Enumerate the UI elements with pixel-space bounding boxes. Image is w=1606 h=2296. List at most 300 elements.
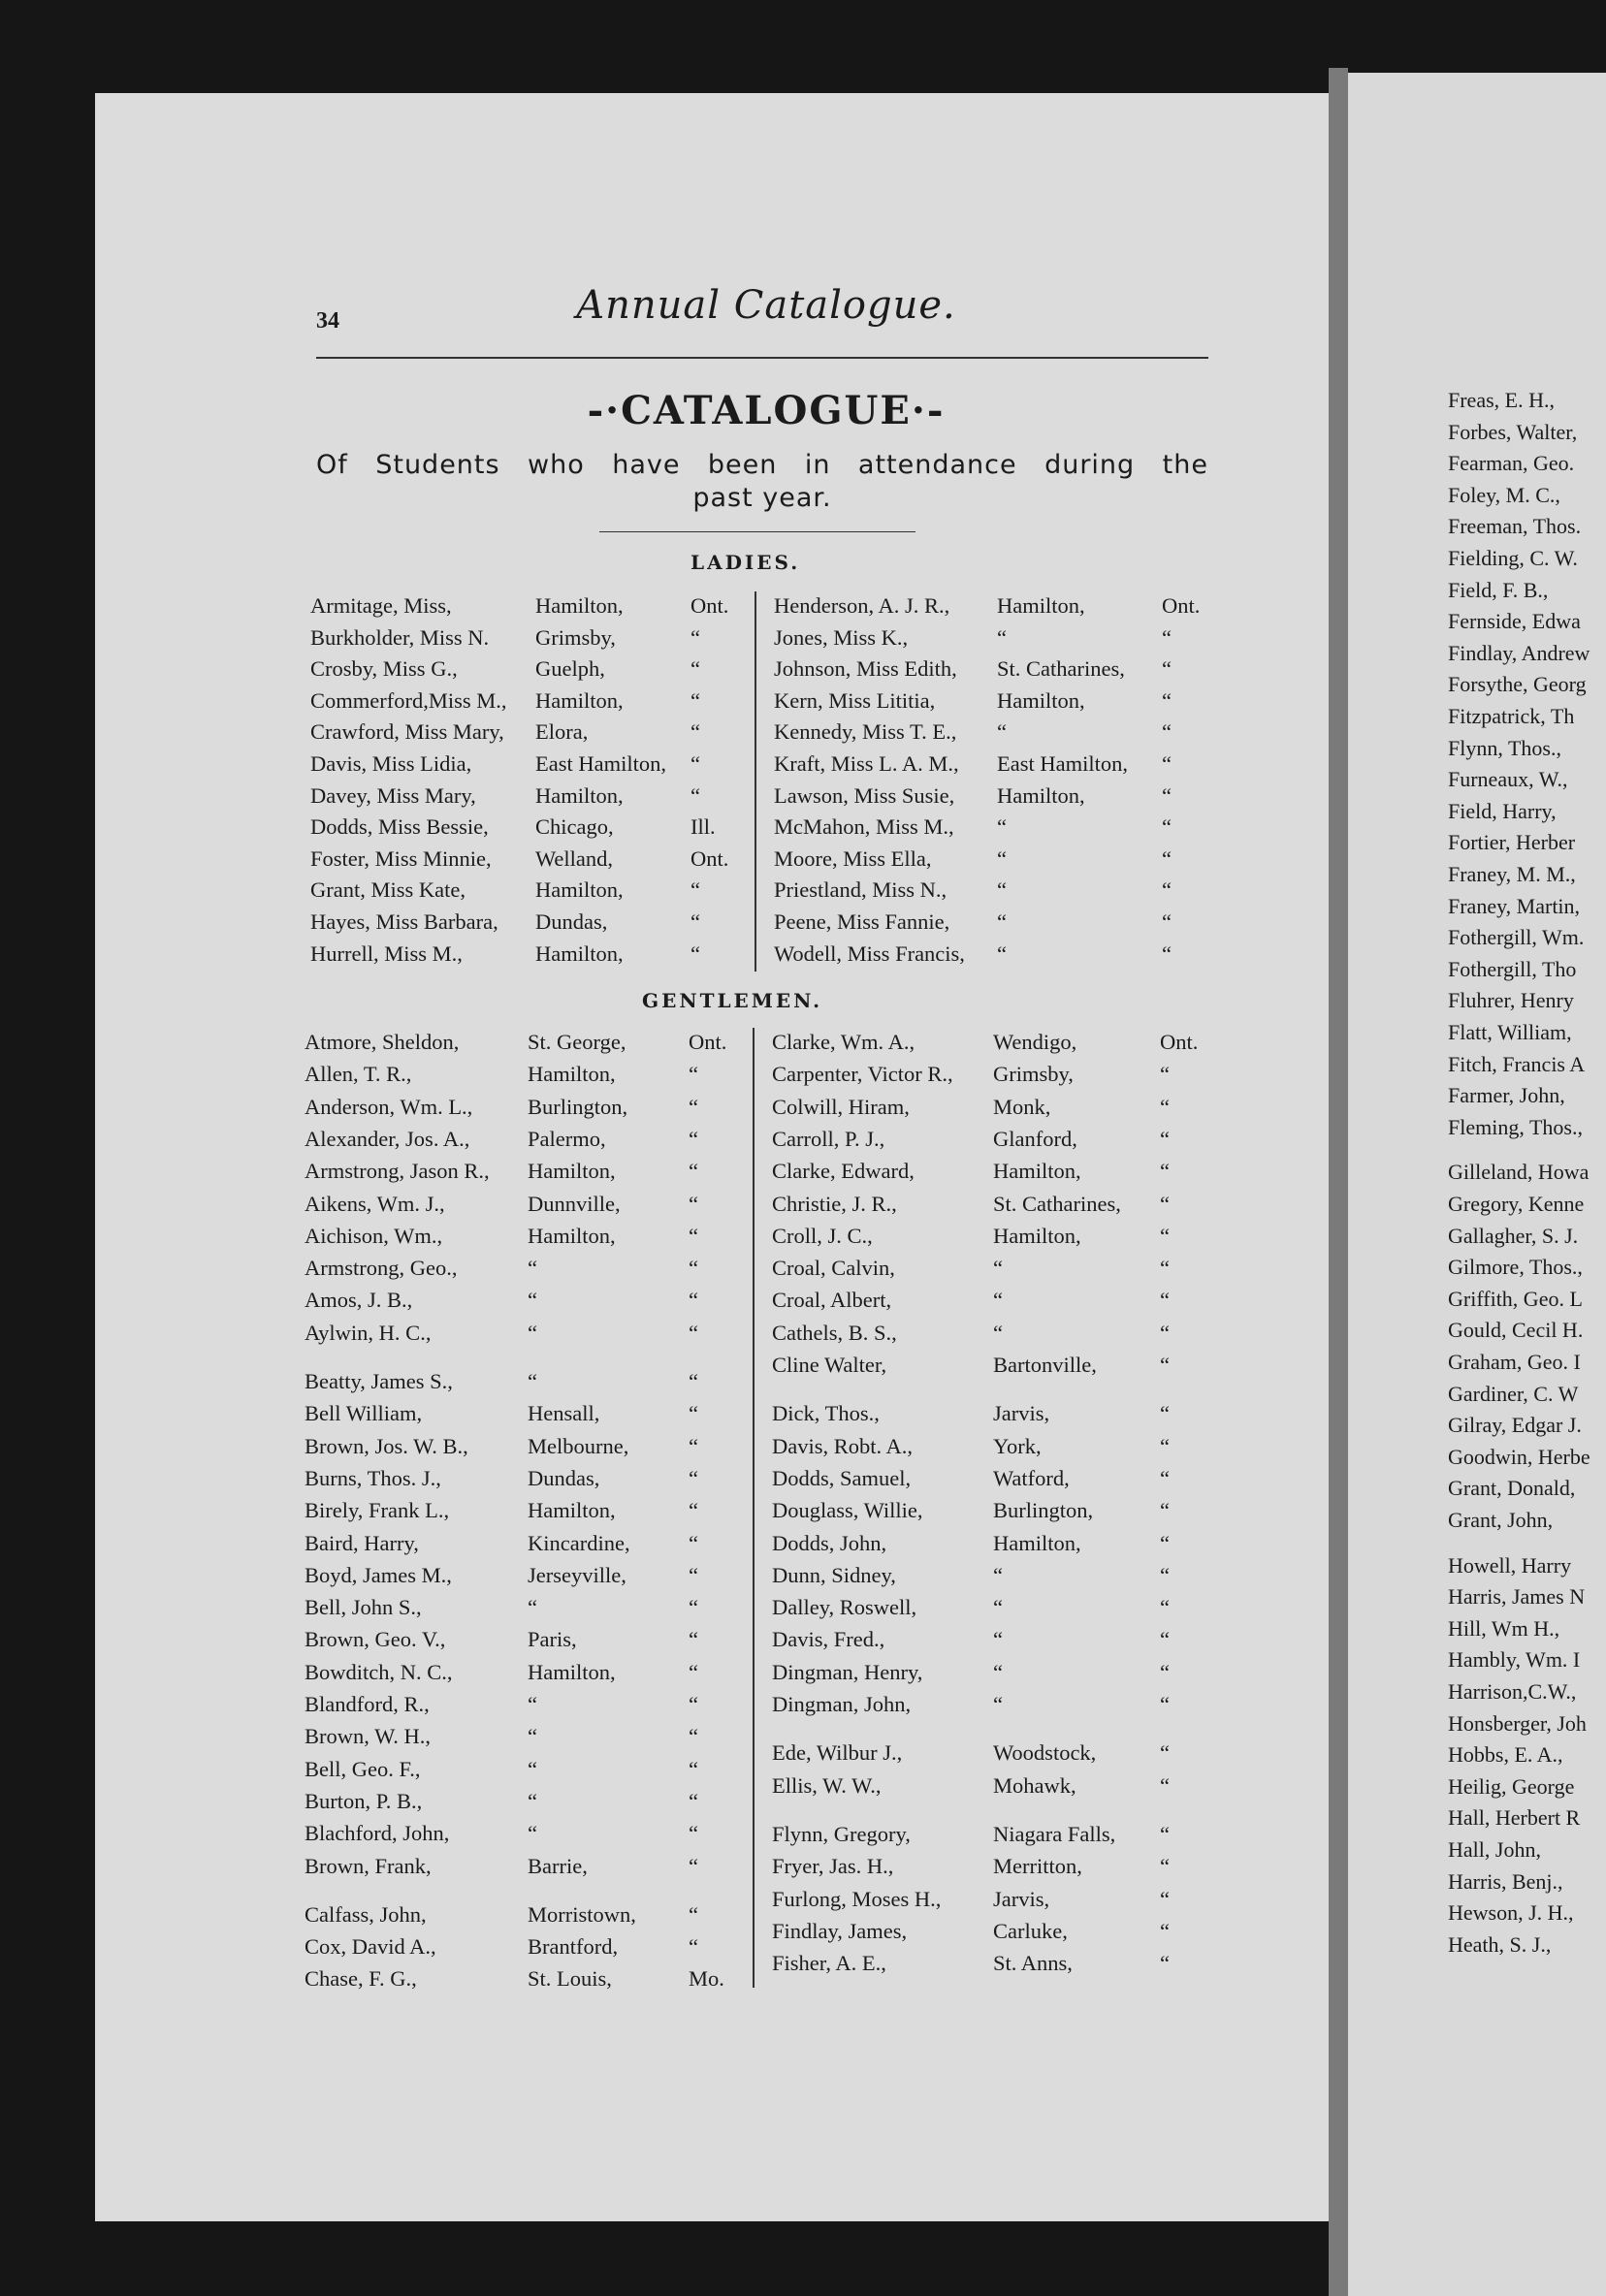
list-item	[305, 1030, 727, 1061]
list-item	[305, 1757, 727, 1788]
entry-prov: “	[1160, 1320, 1170, 1345]
next-page-entry: Fearman, Geo.	[1448, 451, 1575, 476]
entry-prov: “	[689, 1465, 698, 1490]
entry-prov: “	[1160, 1692, 1170, 1716]
entry-prov: “	[1160, 1530, 1170, 1555]
next-page-entry: Farmer, John,	[1448, 1083, 1565, 1108]
entry-name: Davis, Fred.,	[772, 1627, 885, 1652]
entry-name: Dodds, Miss Bessie,	[310, 814, 489, 840]
entry-prov: “	[689, 1320, 698, 1345]
entry-prov: Ont.	[691, 845, 729, 871]
entry-city: Hamilton,	[997, 593, 1085, 618]
entry-prov: “	[689, 1126, 698, 1151]
entry-name: Carpenter, Victor R.,	[772, 1062, 953, 1087]
ladies-column-divider	[755, 591, 756, 972]
entry-name: Bell, John S.,	[305, 1595, 422, 1620]
entry-city: Hamilton,	[535, 877, 624, 903]
entry-name: Blandford, R.,	[305, 1692, 430, 1716]
entry-prov: “	[691, 656, 700, 682]
subtitle-word: Students	[375, 450, 500, 480]
entry-name: Findlay, James,	[772, 1918, 908, 1943]
entry-city: Watford,	[993, 1465, 1070, 1490]
list-item	[772, 1353, 1199, 1384]
entry-city: “	[993, 1692, 1003, 1716]
list-item	[772, 1288, 1199, 1319]
list-item	[305, 1660, 727, 1691]
list-item	[772, 1401, 1199, 1432]
list-item	[772, 1660, 1199, 1691]
entry-city: Hamilton,	[528, 1659, 616, 1684]
next-page-entry: Fluhrer, Henry	[1448, 988, 1574, 1013]
entry-city: Guelph,	[535, 656, 605, 682]
entry-prov: “	[1160, 1126, 1170, 1151]
entry-city: Hamilton,	[535, 941, 624, 966]
entry-city: St. Anns,	[993, 1951, 1073, 1976]
list-item	[310, 656, 729, 687]
entry-city: Jarvis,	[993, 1886, 1050, 1911]
entry-prov: “	[689, 1369, 698, 1393]
list-item	[772, 1159, 1199, 1190]
entry-name: Kraft, Miss L. A. M.,	[774, 751, 959, 776]
entry-name: Foster, Miss Minnie,	[310, 845, 492, 871]
list-item	[305, 1256, 727, 1287]
entry-name: Brown, W. H.,	[305, 1724, 432, 1749]
entry-name: Blachford, John,	[305, 1821, 450, 1846]
entry-city: Hamilton,	[528, 1062, 616, 1087]
entry-name: Flynn, Gregory,	[772, 1821, 911, 1846]
entry-name: Dodds, John,	[772, 1530, 887, 1555]
entry-city: “	[528, 1756, 537, 1781]
entry-prov: “	[689, 1724, 698, 1749]
entry-prov: “	[689, 1530, 698, 1555]
entry-city: St. Louis,	[528, 1966, 612, 1992]
subtitle-line-2: past year.	[692, 483, 832, 513]
list-item	[305, 1159, 727, 1190]
entry-name: Baird, Harry,	[305, 1530, 419, 1555]
entry-prov: “	[1160, 1918, 1170, 1943]
next-page-entry: Heilig, George	[1448, 1773, 1575, 1799]
entry-city: “	[997, 909, 1007, 934]
list-item	[305, 1127, 727, 1158]
next-page-entry: Fernside, Edwa	[1448, 609, 1581, 634]
next-page-entry: Furneaux, W.,	[1448, 767, 1568, 792]
entry-name: Cox, David A.,	[305, 1934, 436, 1960]
ornament-left: -·	[587, 388, 622, 433]
entry-name: Davey, Miss Mary,	[310, 782, 476, 808]
next-page-entry: Gregory, Kenne	[1448, 1192, 1585, 1216]
catalogue-title: -·CATALOGUE·-	[587, 388, 946, 433]
entry-prov: “	[1160, 1223, 1170, 1248]
entry-name: Croal, Albert,	[772, 1288, 892, 1313]
entry-city: York,	[993, 1433, 1042, 1458]
next-page-entry: Graham, Geo. I	[1448, 1350, 1581, 1374]
entry-prov: “	[689, 1223, 698, 1248]
entry-city: “	[528, 1256, 537, 1281]
entry-city: “	[997, 814, 1007, 840]
entry-city: “	[528, 1692, 537, 1716]
entry-name: Calfass, John,	[305, 1901, 427, 1927]
next-page-entry: Fothergill, Tho	[1448, 956, 1577, 981]
entry-name: Carroll, P. J.,	[772, 1126, 885, 1151]
next-page-entry: Gallagher, S. J.	[1448, 1223, 1579, 1248]
entry-city: “	[997, 845, 1007, 871]
entry-name: Clarke, Edward,	[772, 1159, 915, 1184]
entry-city: Grimsby,	[993, 1062, 1074, 1087]
entry-name: Aichison, Wm.,	[305, 1223, 443, 1248]
next-page-entry: Hambly, Wm. I	[1448, 1647, 1581, 1673]
next-page-entry: Hall, Herbert R	[1448, 1805, 1581, 1831]
entry-city: Monk,	[993, 1094, 1051, 1119]
list-item	[310, 846, 729, 877]
subtitle-line-1	[316, 450, 1208, 480]
entry-name: Armitage, Miss,	[310, 593, 452, 618]
entry-name: Moore, Miss Ella,	[774, 845, 932, 871]
next-page-entry: Flynn, Thos.,	[1448, 735, 1561, 760]
page-number: 34	[316, 308, 339, 334]
entry-city: “	[528, 1724, 537, 1749]
next-page-entry: Gardiner, C. W	[1448, 1381, 1579, 1406]
entry-city: Hamilton,	[993, 1159, 1081, 1184]
entry-city: “	[528, 1788, 537, 1813]
entry-prov: “	[689, 1853, 698, 1878]
list-item	[305, 1531, 727, 1562]
next-page-entry: Field, F. B.,	[1448, 577, 1549, 602]
list-item	[772, 1224, 1199, 1255]
entry-city: Dundas,	[535, 909, 608, 934]
entry-city: Hamilton,	[535, 593, 624, 618]
next-page-entry: Freeman, Thos.	[1448, 514, 1582, 539]
entry-prov: “	[689, 1288, 698, 1313]
list-item	[772, 1887, 1199, 1918]
entry-prov: “	[1162, 782, 1172, 808]
entry-city: Merritton,	[993, 1854, 1082, 1879]
entry-prov: “	[1160, 1854, 1170, 1879]
list-item	[772, 1563, 1199, 1594]
entry-name: Burton, P. B.,	[305, 1788, 423, 1813]
list-item	[305, 1789, 727, 1820]
entry-name: Hurrell, Miss M.,	[310, 941, 463, 966]
entry-prov: “	[1160, 1627, 1170, 1652]
list-item	[310, 783, 729, 814]
entry-prov: “	[691, 624, 700, 650]
next-page-entry: Forsythe, Georg	[1448, 672, 1587, 697]
entry-prov: “	[1160, 1288, 1170, 1313]
entry-name: Boyd, James M.,	[305, 1562, 452, 1587]
list-item	[305, 1934, 727, 1965]
list-item	[772, 1256, 1199, 1287]
entry-prov: “	[689, 1191, 698, 1216]
subtitle-word: the	[1162, 450, 1208, 480]
entry-city: “	[993, 1320, 1003, 1345]
list-item	[772, 1951, 1199, 1982]
entry-name: Chase, F. G.,	[305, 1966, 417, 1992]
entry-city: Burlington,	[528, 1094, 628, 1119]
list-item	[310, 909, 729, 941]
entry-city: “	[993, 1627, 1003, 1652]
entry-name: Jones, Miss K.,	[774, 624, 909, 650]
entry-prov: “	[691, 687, 700, 713]
entry-city: Chicago,	[535, 814, 614, 840]
entry-name: Armstrong, Jason R.,	[305, 1159, 490, 1184]
subtitle-word: have	[612, 450, 681, 480]
entry-prov: “	[1160, 1433, 1170, 1458]
entry-city: “	[528, 1320, 537, 1345]
subtitle-word: in	[804, 450, 831, 480]
entry-prov: “	[1162, 814, 1172, 840]
entry-city: Burlington,	[993, 1498, 1094, 1523]
list-item	[774, 783, 1201, 814]
next-page-entry: Hall, John,	[1448, 1837, 1541, 1862]
next-page-entry: Grant, John,	[1448, 1508, 1554, 1532]
entry-name: Henderson, A. J. R.,	[774, 593, 950, 618]
entry-name: Beatty, James S.,	[305, 1369, 453, 1393]
list-item	[310, 877, 729, 909]
list-item	[305, 1369, 727, 1400]
entry-prov: “	[689, 1433, 698, 1458]
list-item	[772, 1854, 1199, 1885]
entry-name: Dodds, Samuel,	[772, 1465, 912, 1490]
entry-city: “	[528, 1288, 537, 1313]
list-item	[305, 1466, 727, 1497]
next-page-entry: Goodwin, Herbe	[1448, 1444, 1590, 1469]
entry-city: Hamilton,	[528, 1498, 616, 1523]
entry-city: Kincardine,	[528, 1530, 630, 1555]
list-item	[310, 941, 729, 973]
next-page-entry: Hobbs, E. A.,	[1448, 1742, 1563, 1768]
next-page-entry: Fitzpatrick, Th	[1448, 704, 1575, 728]
entry-city: East Hamilton,	[997, 751, 1128, 776]
entry-prov: “	[1160, 1886, 1170, 1911]
entry-name: Bowditch, N. C.,	[305, 1659, 453, 1684]
entry-city: Jarvis,	[993, 1401, 1050, 1426]
next-page-entry: Gilray, Edgar J.	[1448, 1413, 1582, 1438]
entry-name: Bell William,	[305, 1401, 423, 1426]
entry-prov: “	[689, 1692, 698, 1716]
entry-city: Elora,	[535, 719, 589, 745]
entry-prov: “	[1160, 1191, 1170, 1216]
next-page-entry: Gould, Cecil H.	[1448, 1318, 1584, 1343]
next-page-entry: Harris, James N	[1448, 1584, 1586, 1610]
entry-city: Mohawk,	[993, 1772, 1076, 1798]
list-item	[310, 593, 729, 624]
entry-prov: “	[1160, 1772, 1170, 1798]
entry-city: Woodstock,	[993, 1740, 1097, 1766]
entry-name: Johnson, Miss Edith,	[774, 656, 957, 682]
entry-city: Hamilton,	[993, 1223, 1081, 1248]
entry-city: “	[993, 1562, 1003, 1587]
list-item	[774, 719, 1201, 750]
entry-prov: “	[1162, 719, 1172, 745]
entry-prov: “	[1160, 1659, 1170, 1684]
entry-city: “	[528, 1821, 537, 1846]
entry-name: Kennedy, Miss T. E.,	[774, 719, 957, 745]
entry-prov: “	[1162, 751, 1172, 776]
entry-name: Lawson, Miss Susie,	[774, 782, 955, 808]
next-page-entry: Findlay, Andrew	[1448, 640, 1590, 665]
entry-prov: “	[691, 941, 700, 966]
next-page-entry: Flatt, William,	[1448, 1020, 1572, 1044]
entry-city: Barrie,	[528, 1853, 588, 1878]
ornament-right: ·-	[911, 388, 946, 433]
entry-prov: Ont.	[689, 1030, 727, 1054]
subtitle-word: been	[707, 450, 778, 480]
entry-city: Welland,	[535, 845, 614, 871]
entry-name: Ede, Wilbur J.,	[772, 1740, 903, 1766]
entry-prov: “	[1160, 1256, 1170, 1281]
entry-city: “	[997, 624, 1007, 650]
list-item	[772, 1531, 1199, 1562]
entry-prov: “	[1162, 845, 1172, 871]
next-page-entry: Honsberger, Joh	[1448, 1710, 1587, 1736]
entry-city: “	[993, 1256, 1003, 1281]
subtitle-word: during	[1044, 450, 1136, 480]
next-page-entry: Fothergill, Wm.	[1448, 925, 1585, 950]
entry-city: “	[528, 1369, 537, 1393]
entry-name: Crosby, Miss G.,	[310, 656, 458, 682]
list-item	[774, 751, 1201, 782]
list-item	[305, 1062, 727, 1093]
list-item	[305, 1966, 727, 1997]
entry-prov: “	[689, 1562, 698, 1587]
entry-name: Anderson, Wm. L.,	[305, 1094, 473, 1119]
entry-name: Priestland, Miss N.,	[774, 877, 948, 903]
entry-name: Grant, Miss Kate,	[310, 877, 466, 903]
next-page-entry: Grant, Donald,	[1448, 1476, 1576, 1501]
entry-name: Douglass, Willie,	[772, 1498, 923, 1523]
entry-prov: “	[1160, 1159, 1170, 1184]
list-item	[305, 1224, 727, 1255]
list-item	[774, 877, 1201, 909]
entry-name: Dingman, Henry,	[772, 1659, 923, 1684]
entry-prov: “	[1160, 1951, 1170, 1976]
next-page-entry: Howell, Harry	[1448, 1552, 1572, 1578]
entry-city: “	[997, 719, 1007, 745]
entry-city: Paris,	[528, 1627, 577, 1652]
entry-name: Alexander, Jos. A.,	[305, 1126, 470, 1151]
entry-name: Croll, J. C.,	[772, 1223, 873, 1248]
entry-city: “	[528, 1595, 537, 1620]
entry-city: “	[997, 877, 1007, 903]
entry-prov: “	[689, 1934, 698, 1960]
next-page-entry: Gilmore, Thos.,	[1448, 1255, 1583, 1280]
entry-prov: “	[689, 1159, 698, 1184]
entry-city: Hamilton,	[528, 1159, 616, 1184]
list-item	[772, 1434, 1199, 1465]
entry-city: Dundas,	[528, 1465, 600, 1490]
entry-prov: “	[1162, 624, 1172, 650]
next-page-entry: Griffith, Geo. L	[1448, 1286, 1583, 1311]
next-page-entry: Harrison,C.W.,	[1448, 1679, 1577, 1704]
list-item	[772, 1773, 1199, 1804]
entry-prov: “	[1160, 1821, 1170, 1846]
entry-city: Hamilton,	[997, 687, 1085, 713]
list-item	[774, 656, 1201, 687]
list-item	[772, 1627, 1199, 1658]
entry-name: Dingman, John,	[772, 1692, 912, 1716]
entry-name: Cline Walter,	[772, 1353, 887, 1377]
entry-prov: “	[1160, 1595, 1170, 1620]
entry-name: Christie, J. R.,	[772, 1191, 897, 1216]
book-spine	[1329, 68, 1348, 2296]
entry-prov: “	[689, 1498, 698, 1523]
entry-city: Jerseyville,	[528, 1562, 626, 1587]
next-page-entry: Hewson, J. H.,	[1448, 1900, 1574, 1926]
entry-city: Melbourne,	[528, 1433, 629, 1458]
entry-city: “	[997, 941, 1007, 966]
entry-name: Furlong, Moses H.,	[772, 1886, 942, 1911]
entry-prov: “	[689, 1401, 698, 1426]
entry-name: Fryer, Jas. H.,	[772, 1854, 894, 1879]
entry-city: Palermo,	[528, 1126, 606, 1151]
list-item	[774, 688, 1201, 719]
next-page-entry: Hill, Wm H.,	[1448, 1615, 1560, 1641]
entry-name: Colwill, Hiram,	[772, 1094, 910, 1119]
entry-name: Croal, Calvin,	[772, 1256, 895, 1281]
list-item	[305, 1902, 727, 1933]
next-page-entry: Field, Harry,	[1448, 798, 1557, 823]
entry-prov: Ont.	[691, 593, 729, 618]
next-page-entry: Heath, S. J.,	[1448, 1931, 1552, 1957]
entry-name: Hayes, Miss Barbara,	[310, 909, 498, 934]
list-item	[774, 625, 1201, 656]
list-item	[310, 814, 729, 845]
entry-name: Bell, Geo. F.,	[305, 1756, 421, 1781]
list-item	[774, 593, 1201, 624]
list-item	[305, 1595, 727, 1626]
list-item	[305, 1692, 727, 1723]
next-page-entry: Freas, E. H.,	[1448, 388, 1555, 412]
entry-city: Hamilton,	[993, 1530, 1081, 1555]
entry-city: “	[993, 1288, 1003, 1313]
entry-city: Niagara Falls,	[993, 1821, 1116, 1846]
entry-prov: “	[1162, 687, 1172, 713]
gentlemen-column-divider	[753, 1028, 755, 1988]
entry-name: Peene, Miss Fannie,	[774, 909, 950, 934]
entry-prov: “	[691, 909, 700, 934]
entry-name: McMahon, Miss M.,	[774, 814, 954, 840]
entry-name: Dick, Thos.,	[772, 1401, 880, 1426]
entry-name: Armstrong, Geo.,	[305, 1256, 458, 1281]
entry-name: Davis, Robt. A.,	[772, 1433, 914, 1458]
entry-name: Aikens, Wm. J.,	[305, 1191, 445, 1216]
entry-name: Allen, T. R.,	[305, 1062, 412, 1087]
entry-city: Dunnville,	[528, 1191, 621, 1216]
entry-name: Kern, Miss Lititia,	[774, 687, 936, 713]
entry-prov: “	[1160, 1094, 1170, 1119]
entry-name: Burkholder, Miss N.	[310, 624, 490, 650]
list-item	[305, 1563, 727, 1594]
entry-name: Davis, Miss Lidia,	[310, 751, 472, 776]
list-item	[305, 1854, 727, 1885]
entry-prov: “	[1160, 1062, 1170, 1087]
subtitle-word: Of	[316, 450, 348, 480]
next-page-entry: Fitch, Francis A	[1448, 1051, 1586, 1076]
entry-city: Glanford,	[993, 1126, 1077, 1151]
list-item	[774, 909, 1201, 941]
entry-prov: “	[691, 719, 700, 745]
list-item	[305, 1401, 727, 1432]
list-item	[772, 1692, 1199, 1723]
entry-name: Fisher, A. E.,	[772, 1951, 886, 1976]
entry-city: St. Catharines,	[997, 656, 1125, 682]
list-item	[774, 941, 1201, 973]
entry-name: Burns, Thos. J.,	[305, 1465, 441, 1490]
entry-prov: “	[1160, 1465, 1170, 1490]
entry-city: Bartonville,	[993, 1353, 1097, 1377]
entry-city: Wendigo,	[993, 1030, 1077, 1054]
list-item	[772, 1822, 1199, 1853]
list-item	[310, 688, 729, 719]
